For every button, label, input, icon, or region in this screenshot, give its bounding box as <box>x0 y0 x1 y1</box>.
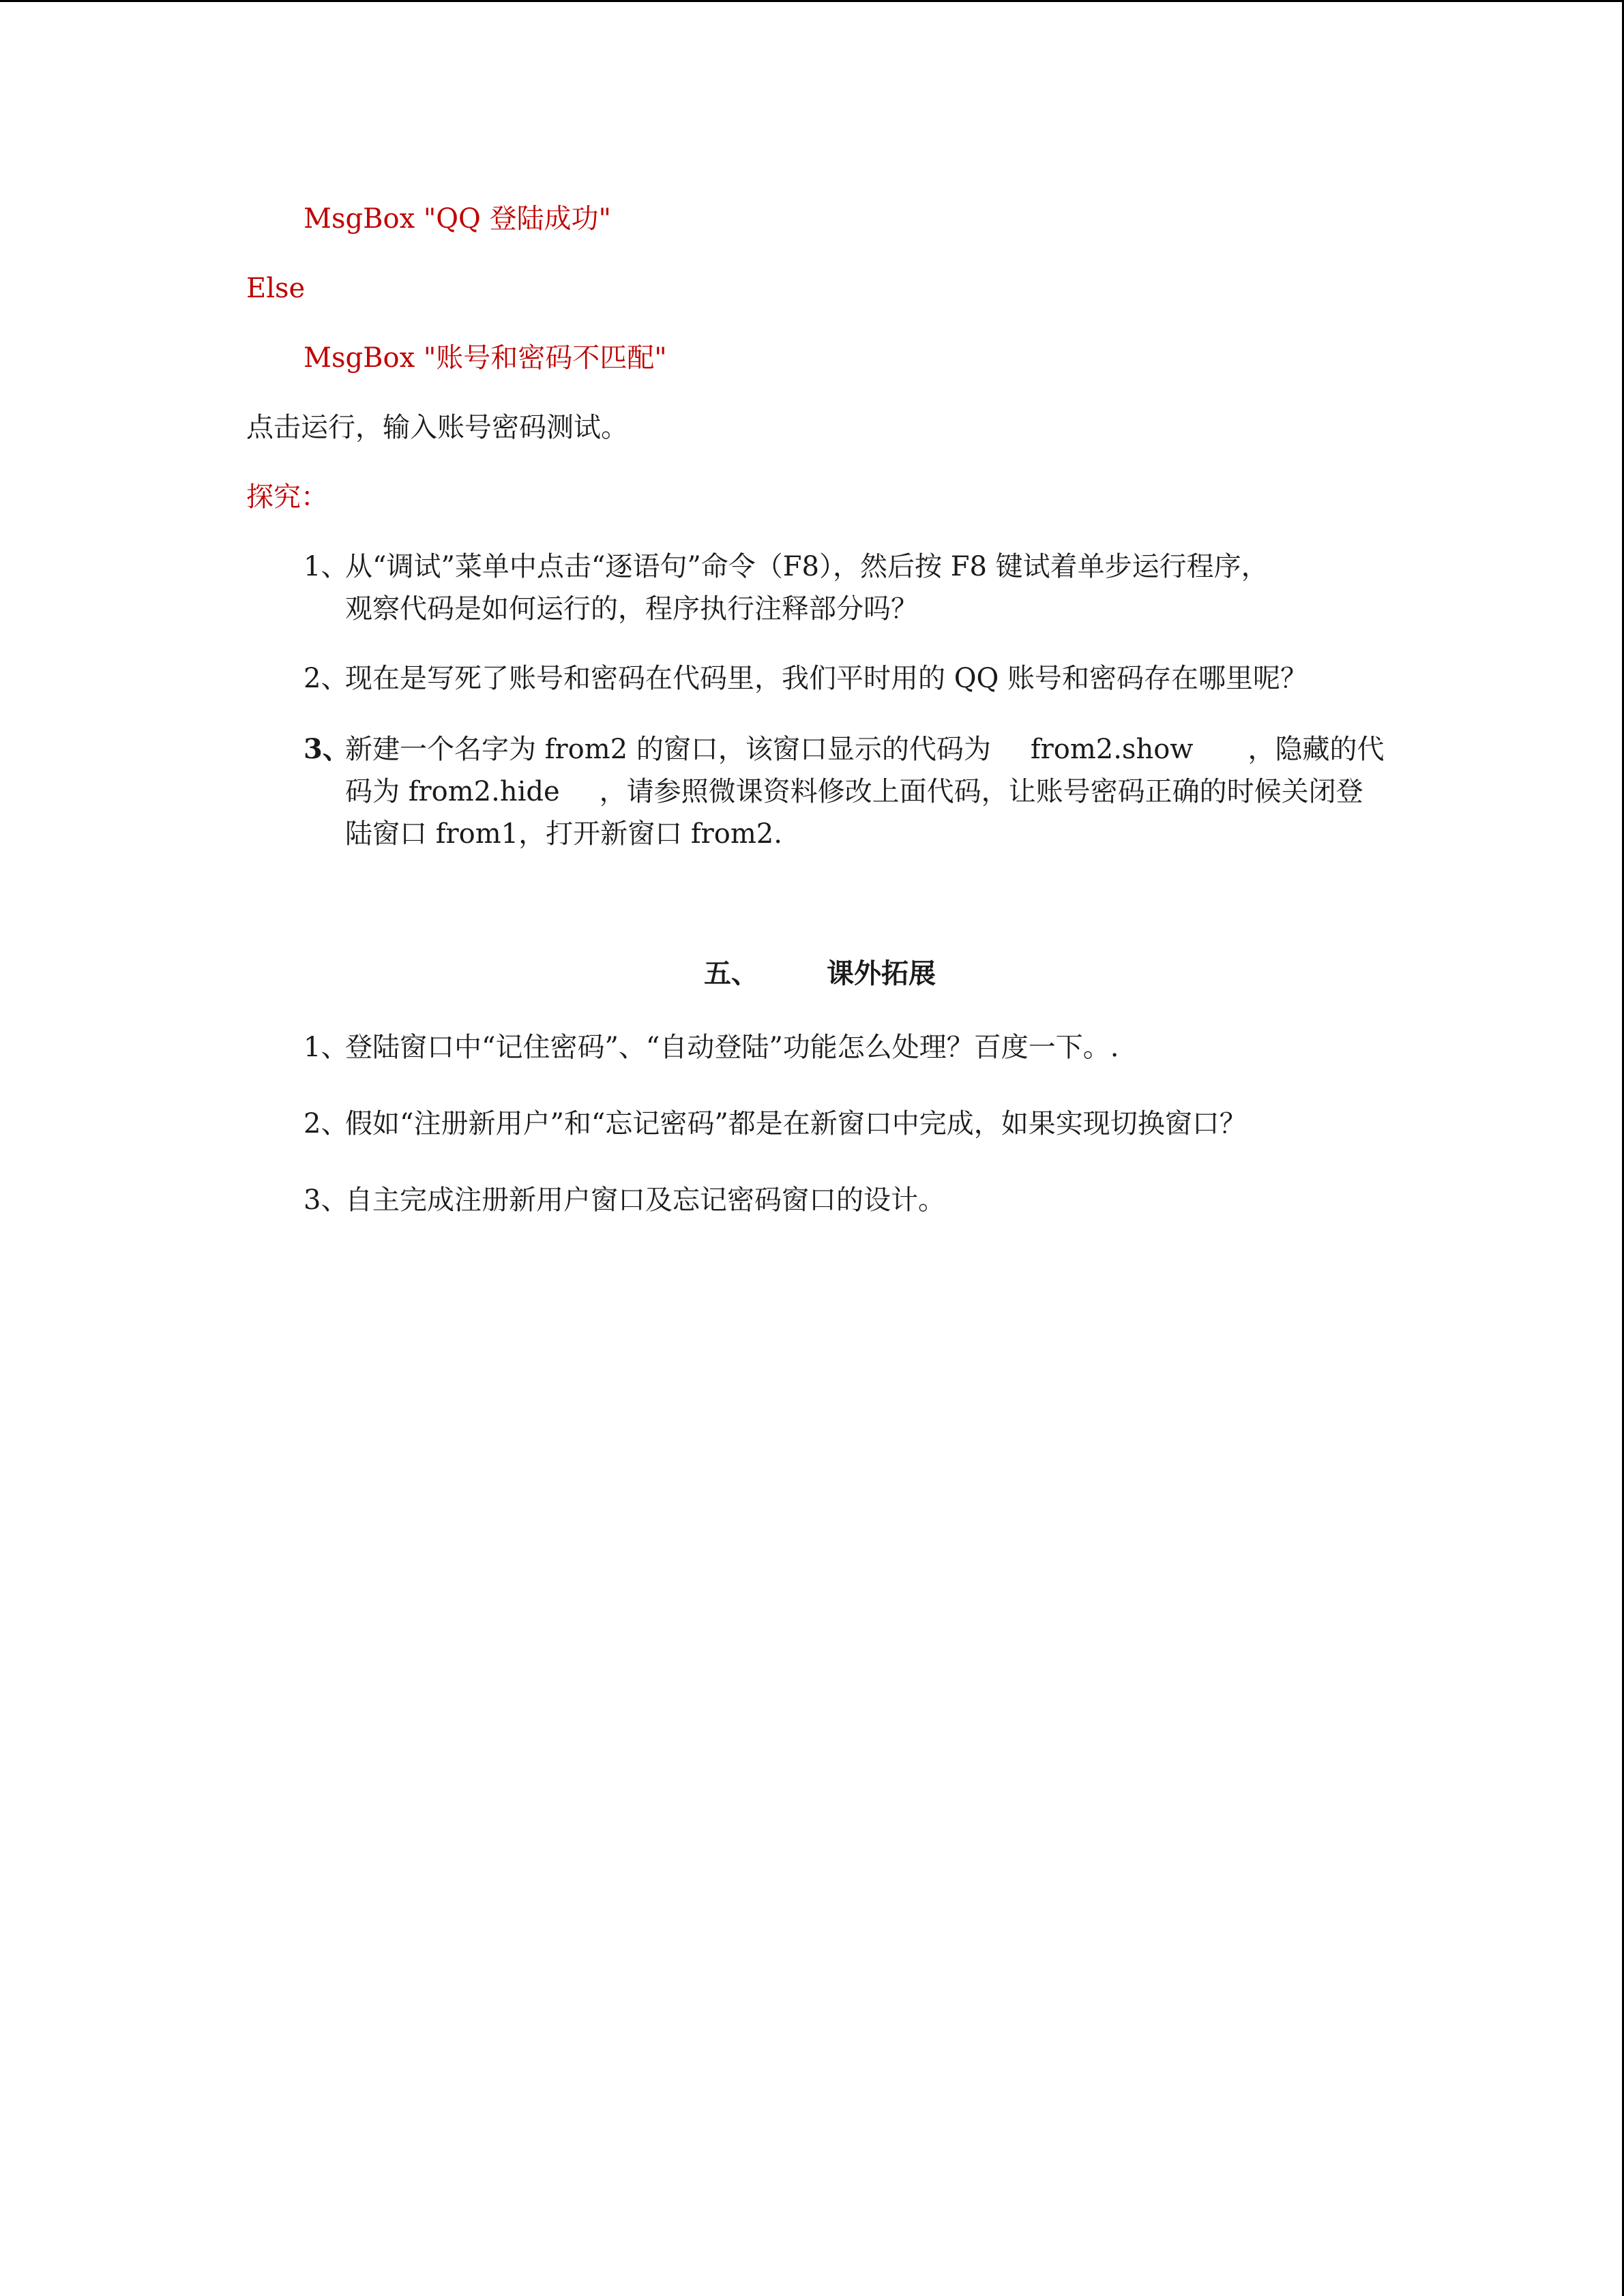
explore-label: 探究： <box>246 481 328 513</box>
explore-item-1-line-1: 从“调试”菜单中点击“逐语句”命令（F8），然后按 F8 键试着单步运行程序， <box>345 551 1269 582</box>
extension-item-3-text: 自主完成注册新用户窗口及忘记密码窗口的设计。 <box>345 1184 945 1216</box>
explore-item-3-line-1-c: ，隐藏的代 <box>1247 734 1385 765</box>
explore-item-3-line-2 <box>345 771 1363 813</box>
section-heading <box>704 953 936 995</box>
code-line-msgbox-mismatch: MsgBox "账号和密码不匹配" <box>304 342 667 374</box>
explore-item-3-line-1-a: 新建一个名字为 from2 的窗口，该窗口显示的代码为 <box>345 734 991 765</box>
explore-item-3-line-2-a: 码为 from2.hide <box>345 776 560 807</box>
explore-item-2-line-1: 现在是写死了账号和密码在代码里，我们平时用的 QQ 账号和密码存在哪里呢？ <box>345 663 1308 694</box>
extension-item-1-text: 登陆窗口中“记住密码”、“自动登陆”功能怎么处理？百度一下。. <box>345 1032 1119 1063</box>
extension-item-2-text: 假如“注册新用户”和“忘记密码”都是在新窗口中完成，如果实现切换窗口？ <box>345 1108 1247 1139</box>
explore-item-3-line-1 <box>345 728 1385 771</box>
explore-item-2-number: 2、 <box>304 663 349 694</box>
page-border-top <box>0 0 1624 2</box>
explore-item-3-line-3: 陆窗口 from1，打开新窗口 from2. <box>345 818 782 850</box>
code-line-else: Else <box>246 273 306 304</box>
code-line-msgbox-success: MsgBox "QQ 登陆成功" <box>304 203 611 235</box>
extension-item-1-number: 1、 <box>304 1032 349 1063</box>
section-number: 五、 <box>704 957 758 989</box>
instruction-text: 点击运行，输入账号密码测试。 <box>246 412 628 443</box>
explore-item-3-number: 3、 <box>304 733 350 765</box>
explore-item-3-line-2-b: ，请参照微课资料修改上面代码，让账号密码正确的时候关闭登 <box>599 776 1363 807</box>
explore-item-1-line-2: 观察代码是如何运行的，程序执行注释部分吗？ <box>345 593 918 625</box>
section-title: 课外拓展 <box>827 957 936 989</box>
explore-item-3-show-code: from2.show <box>1030 734 1194 765</box>
explore-item-1-number: 1、 <box>304 551 349 582</box>
extension-item-2-number: 2、 <box>304 1108 349 1139</box>
extension-item-3-number: 3、 <box>304 1184 349 1216</box>
